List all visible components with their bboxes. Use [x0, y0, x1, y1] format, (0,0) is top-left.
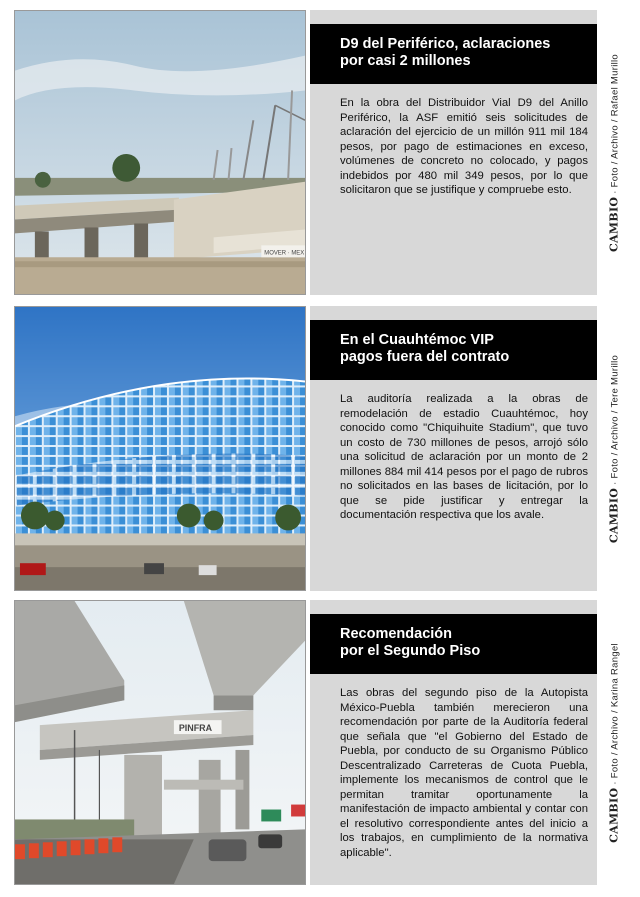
- photo-sign-text: MOVER · MEX: [264, 250, 305, 257]
- article-panel-2: [310, 306, 597, 591]
- headline-line-2: por el Segundo Piso: [340, 643, 481, 659]
- photo-stadium: [14, 306, 306, 591]
- headline-line-1: D9 del Periférico, aclaraciones: [340, 36, 551, 52]
- article-body: Las obras del segundo piso de la Autopista México-Puebla también merecieron una recomendación por parte de la Auditoría federal que señala que "el Gobierno del Estado de Puebla, por conducto de su Organismo Público Descentralizado Carreteras de Cuota Puebla, implemente los mecanismos de control que le permitan tramitar oportunamente la manifestación de impacto ambiental y contar con el resolutivo correspondiente antes del inicio a los trabajos, en cumplimiento de la normativa aplicable".: [340, 687, 588, 859]
- article-section-1: [14, 10, 597, 295]
- headline-line-2: pagos fuera del contrato: [340, 349, 510, 365]
- credit-text: · Foto / Archivo / Rafael Murillo: [609, 53, 621, 194]
- photo-credit-3: [603, 600, 625, 885]
- article-section-3: [14, 600, 597, 885]
- headline: [310, 320, 597, 380]
- article-panel-1: [310, 10, 597, 295]
- article-body: En la obra del Distribuidor Vial D9 del Anillo Periférico, la ASF emitió seis solicitudes de aclaración del ejercicio de un millón 911 mil 184 pesos, por pago de estimaciones en exceso, volúmenes de concreto no colocado, y pagos indebidos por 480 mil 349 pesos, por lo que solicitaron que se justifique y compruebe esto.: [340, 97, 588, 196]
- brand-logo: CAMBIO: [607, 787, 621, 843]
- headline-line-1: En el Cuauhtémoc VIP: [340, 332, 494, 348]
- headline: [310, 614, 597, 674]
- photo-sign-text: PINFRA: [178, 723, 213, 734]
- photo-d9-periferico: [14, 10, 306, 295]
- headline-line-2: por casi 2 millones: [340, 53, 471, 69]
- article-section-2: [14, 306, 597, 591]
- credit-text: · Foto / Archivo / Karina Rangel: [609, 642, 621, 785]
- photo-segundo-piso: [14, 600, 306, 885]
- article-panel-3: [310, 600, 597, 885]
- credit-text: · Foto / Archivo / Tere Murillo: [609, 354, 621, 485]
- article-body: La auditoría realizada a la obras de remodelación de estadio Cuauhtémoc, hoy conocido como "Chiquihuite Stadium", que tuvo un costo de 730 millones de pesos, arrojó sólo una solicitud de aclaración por un monto de 2 millones 884 mil 414 pesos por el pago de rubros no solicitados en las bases de licitación, por lo que se pide justificar y entregar la documentación respectiva que los avale.: [340, 393, 588, 521]
- headline: [310, 24, 597, 84]
- photo-credit-2: [603, 306, 625, 591]
- photo-credit-1: [603, 10, 625, 295]
- headline-line-1: Recomendación: [340, 626, 452, 642]
- bridge-construction-image: [15, 11, 305, 294]
- elevated-highway-image: [15, 601, 305, 884]
- stadium-image: [15, 307, 305, 590]
- brand-logo: CAMBIO: [607, 487, 621, 543]
- brand-logo: CAMBIO: [607, 196, 621, 252]
